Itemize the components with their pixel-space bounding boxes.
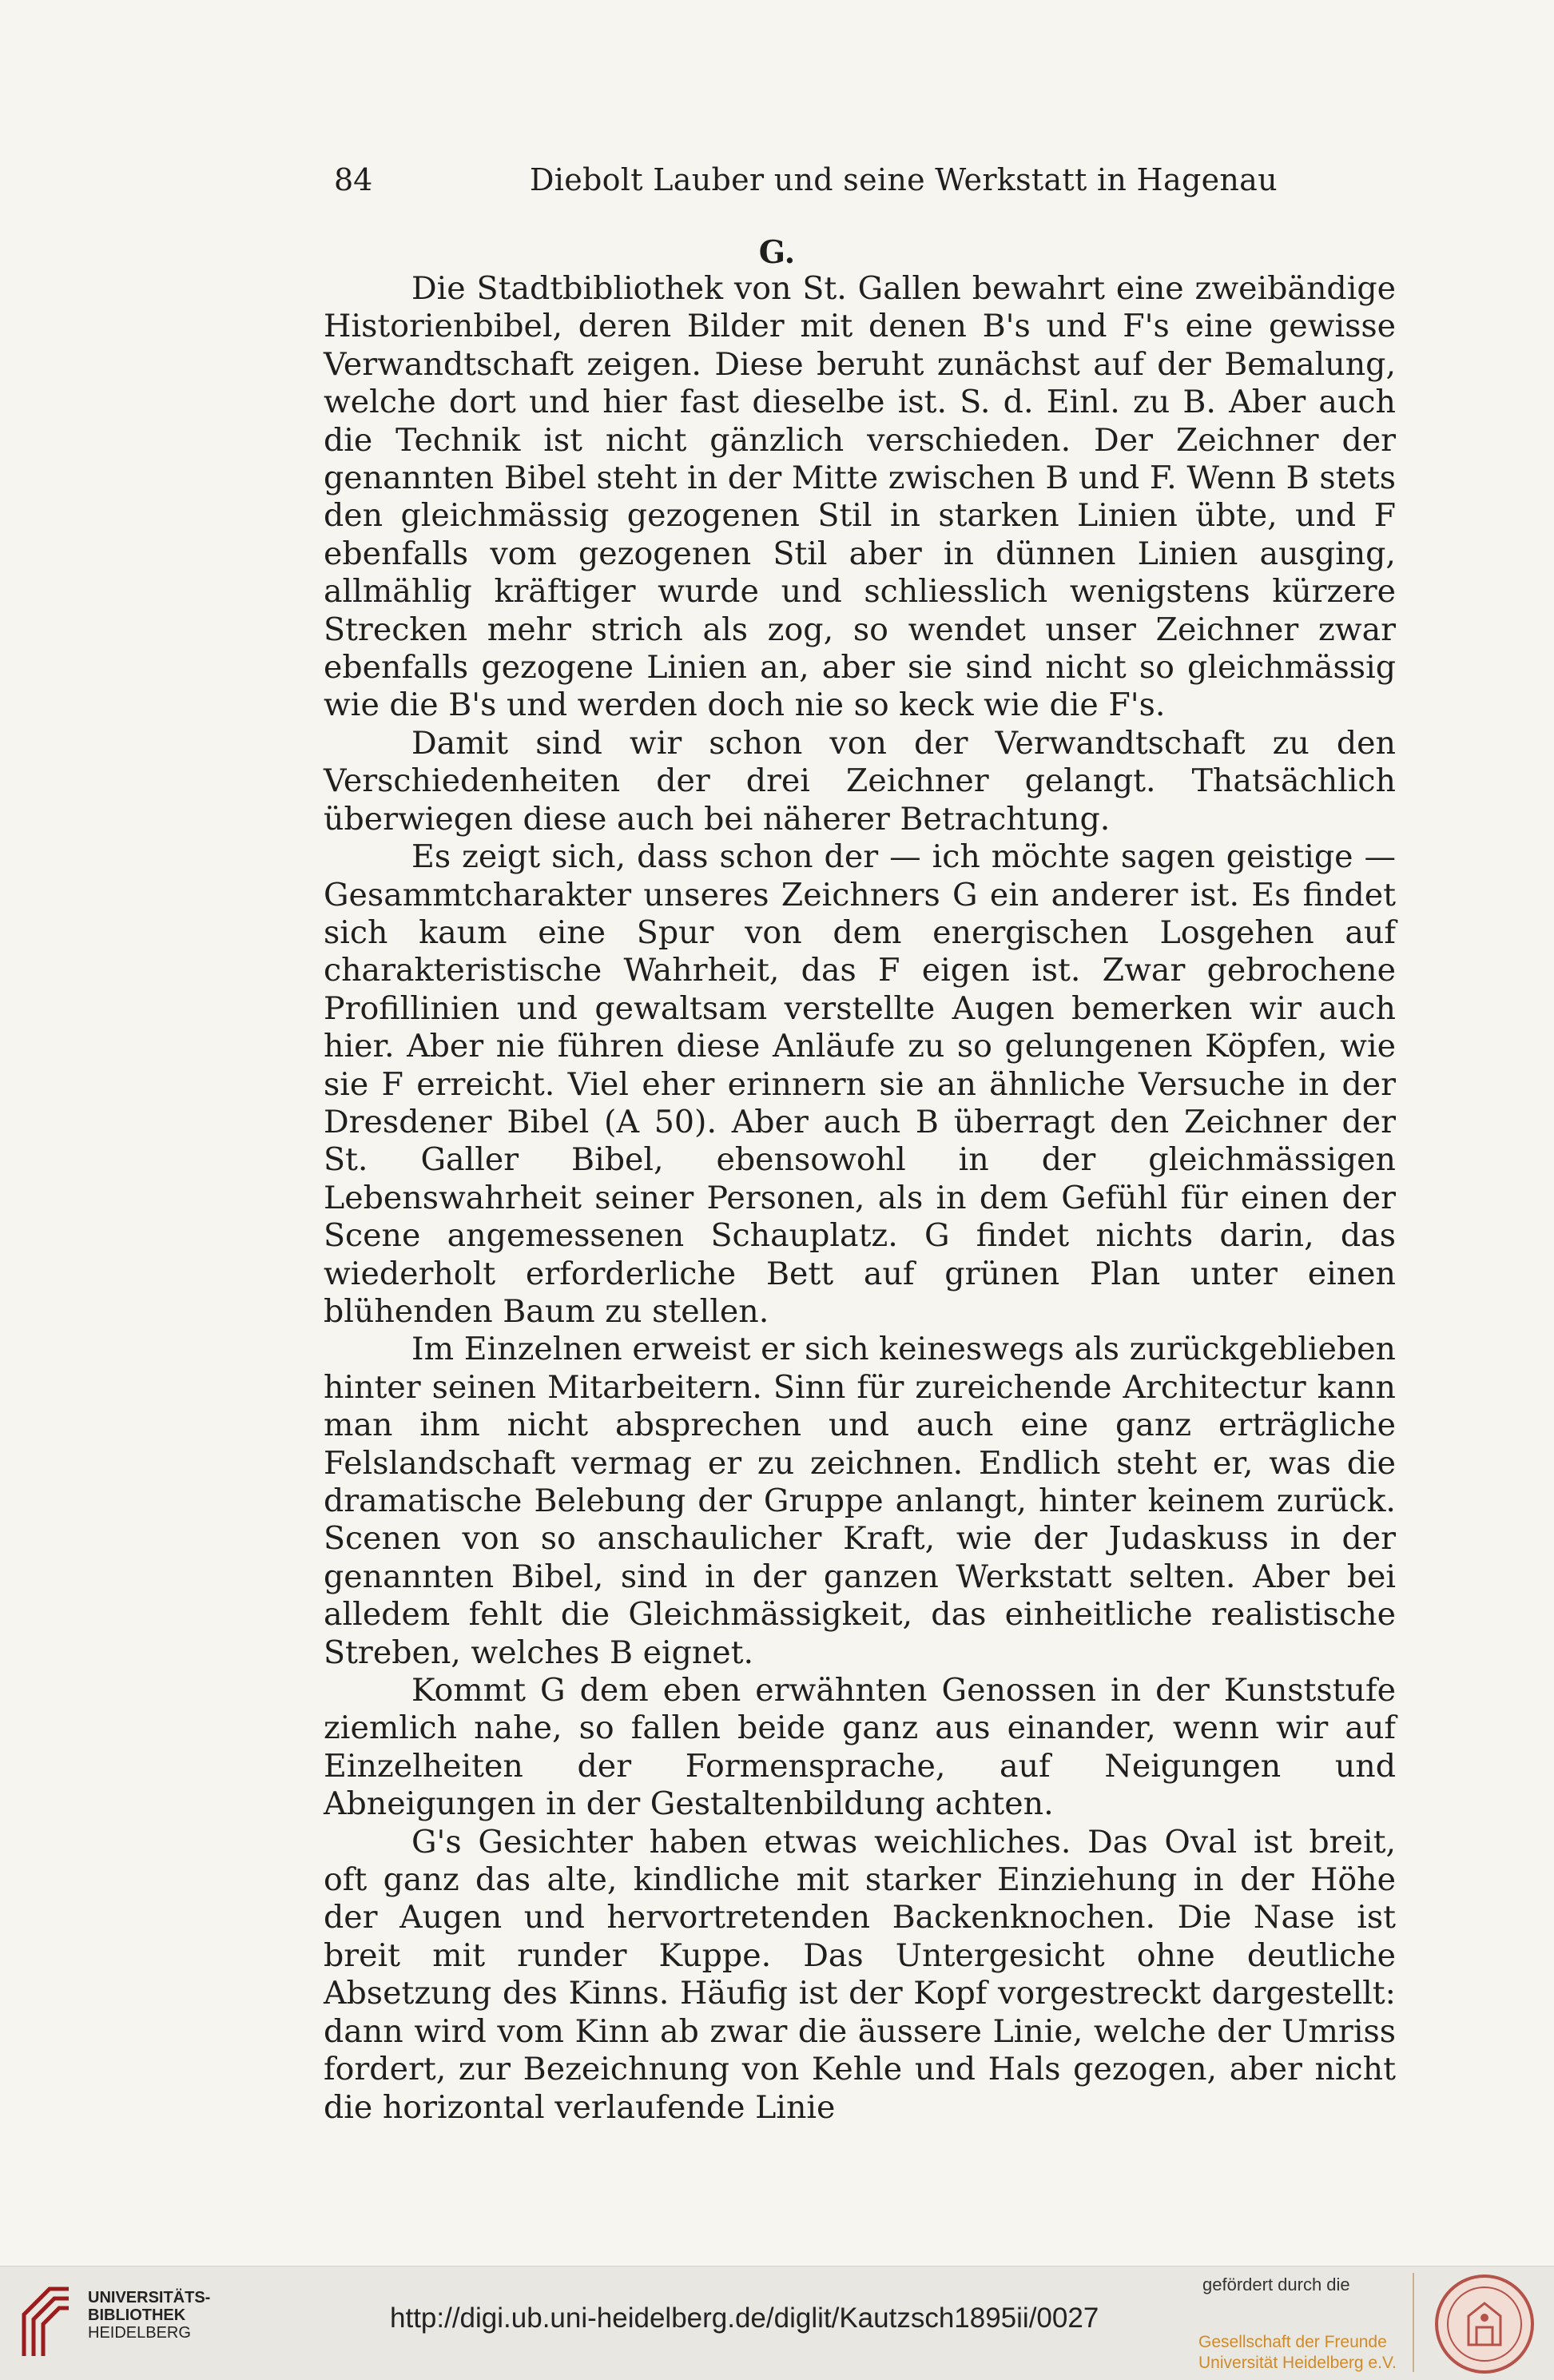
university-library-logo-icon [18, 2282, 75, 2362]
running-title: Diebolt Lauber und seine Werkstatt in Hagenau [530, 162, 1278, 197]
running-head [334, 156, 1405, 204]
page-number: 84 [334, 162, 373, 197]
paragraph: Im Einzelnen erweist er sich keineswegs als zurückgeblieben hinter seinen Mitarbeitern. Sinn für zureichende Architectur kann man ihm nicht absprechen und auch eine ganz erträgliche Felslandschaft vermag er zu zeichnen. Endlich steht er, was die dramatische Belebung der Gruppe anlangt, hinter keinem zurück. Scenen von so anschaulicher Kraft, wie der Judaskuss in der genannten Bibel, sind in der ganzen Werkstatt selten. Aber bei alledem fehlt die Gleichmässigkeit, das einheitliche realistische Streben, welches B eignet. [324, 1331, 1396, 1671]
sponsor-name-line: Universität Heidelberg e.V. [1198, 2354, 1397, 2372]
paragraph: Es zeigt sich, dass schon der — ich möchte sagen geistige — Gesammtcharakter unseres Zeichners G ein anderer ist. Es findet sich kaum eine Spur von dem energischen Losgehen auf charakteristische Wahrheit, das F eigen ist. Zwar gebrochene Profillinien und gewaltsam verstellte Augen bemerken wir auch hier. Aber nie führen diese Anläufe zu so gelungenen Köpfen, wie sie F erreicht. Viel eher erinnern sie an ähnliche Versuche in der Dresdener Bibel (A 50). Aber auch B überragt den Zeichner der St. Galler Bibel, ebensowohl in der gleichmässigen Lebenswahrheit seiner Personen, als in dem Gefühl für einen der Scene angemessenen Schauplatz. G findet nichts darin, das wiederholt erforderliche Bett auf grünen Plan unter einen blühenden Baum zu stellen. [324, 838, 1396, 1330]
section-heading: G. [758, 234, 796, 271]
university-seal-icon [1432, 2271, 1537, 2377]
sponsor-label: gefördert durch die [1202, 2275, 1350, 2294]
sponsor-divider [1413, 2273, 1414, 2372]
library-name-line: UNIVERSITÄTS- [88, 2289, 211, 2306]
body-text [324, 270, 1396, 2127]
digitization-footer [0, 2266, 1554, 2380]
library-name-line: BIBLIOTHEK [88, 2306, 186, 2324]
paragraph: G's Gesichter haben etwas weichliches. Das Oval ist breit, oft ganz das alte, kindliche mit starker Einziehung in der Höhe der Augen und hervortretenden Backenknochen. Die Nase ist breit mit runder Kuppe. Das Untergesicht ohne deutliche Absetzung des Kinns. Häufig ist der Kopf vorgestreckt dargestellt: dann wird vom Kinn ab zwar die äussere Linie, welche der Umriss fordert, zur Bezeichnung von Kehle und Hals gezogen, aber nicht die horizontal verlaufende Linie [324, 1823, 1396, 2126]
paragraph: Kommt G dem eben erwähnten Genossen in der Kunststufe ziemlich nahe, so fallen beide ganz aus einander, wenn wir auf Einzelheiten der Formensprache, auf Neigungen und Abneigungen in der Gestaltenbildung achten. [324, 1672, 1396, 1823]
sponsor-name-line: Gesellschaft der Freunde [1198, 2333, 1387, 2351]
permalink-url[interactable]: http://digi.ub.uni-heidelberg.de/diglit/Kautzsch1895ii/0027 [390, 2302, 1099, 2334]
paragraph: Damit sind wir schon von der Verwandtschaft zu den Verschiedenheiten der drei Zeichner gelangt. Thatsächlich überwiegen diese auch bei näherer Betrachtung. [324, 724, 1396, 838]
sponsor-name [1198, 2332, 1397, 2374]
library-name-line: HEIDELBERG [88, 2324, 191, 2342]
library-name [88, 2289, 210, 2342]
paragraph: Die Stadtbibliothek von St. Gallen bewahrt eine zweibändige Historienbibel, deren Bilder mit denen B's und F's eine gewisse Verwandtschaft zeigen. Diese beruht zunächst auf der Bemalung, welche dort und hier fast dieselbe ist. S. d. Einl. zu B. Aber auch die Technik ist nicht gänzlich verschieden. Der Zeichner der genannten Bibel steht in der Mitte zwischen B und F. Wenn B stets den gleichmässig gezogenen Stil in starken Linien übte, und F ebenfalls vom gezogenen Stil aber in dünnen Linien ausging, allmählig kräftiger wurde und schliesslich wenigstens kürzere Strecken mehr strich als zog, so wendet unser Zeichner zwar ebenfalls gezogene Linien an, aber sie sind nicht so gleichmässig wie die B's und werden doch nie so keck wie die F's. [324, 270, 1396, 724]
